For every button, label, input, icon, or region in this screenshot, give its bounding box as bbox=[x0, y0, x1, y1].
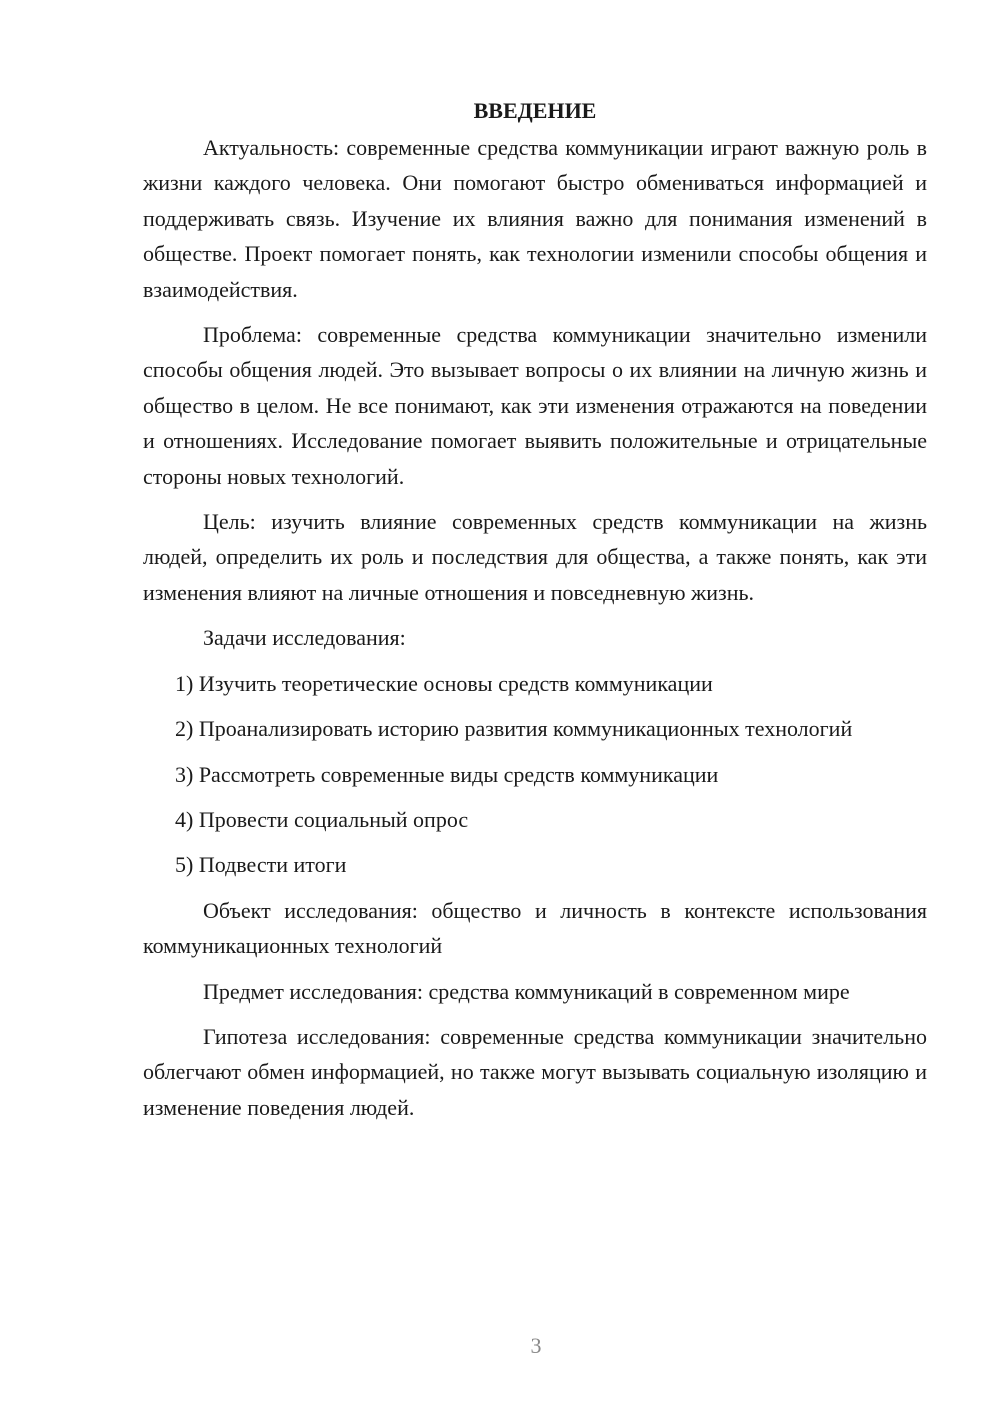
list-item: 1) Изучить теоретические основы средств коммуникации bbox=[175, 670, 713, 696]
page-title: ВВЕДЕНИЕ bbox=[473, 98, 597, 123]
goal-paragraph: Цель: изучить влияние современных средств коммуникации на жизнь людей, определить их роль и последствия для общества, а также понять, как эти изменения влияют на личные отношения и повседневную жизнь. bbox=[143, 509, 927, 605]
document-page bbox=[143, 96, 927, 1125]
object-paragraph: Объект исследования: общество и личность в контексте использования коммуникационных технологий bbox=[143, 897, 927, 959]
tasks-heading: Задачи исследования: bbox=[203, 625, 406, 651]
list-item: 4) Провести социальный опрос bbox=[175, 806, 469, 832]
list-item: 5) Подвести итоги bbox=[175, 852, 347, 878]
list-item: 3) Рассмотреть современные виды средств коммуникации bbox=[175, 761, 719, 787]
list-item: 2) Проанализировать историю развития коммуникационных технологий bbox=[175, 716, 853, 742]
relevance-paragraph: Актуальность: современные средства коммуникации играют важную роль в жизни каждого человека. Они помогают быстро обмениваться информацией и поддерживать связь. Изучение их влияния важно для понимания изменений в обществе. Проект помогает понять, как технологии изменили способы общения и взаимодействия. bbox=[143, 135, 927, 302]
problem-paragraph: Проблема: современные средства коммуникации значительно изменили способы общения людей. Это вызывает вопросы о их влиянии на личную жизнь и общество в целом. Не все понимают, как эти изменения отражаются на поведении и отношениях. Исследование помогает выявить положительные и отрицательные стороны новых технологий. bbox=[143, 322, 927, 489]
page-number: 3 bbox=[530, 1333, 542, 1358]
tasks-list bbox=[143, 666, 927, 883]
hypothesis-paragraph: Гипотеза исследования: современные средства коммуникации значительно облегчают обмен информацией, но также могут вызывать социальную изоляцию и изменение поведения людей. bbox=[143, 1023, 927, 1120]
subject-paragraph: Предмет исследования: средства коммуникаций в современном мире bbox=[203, 978, 850, 1004]
